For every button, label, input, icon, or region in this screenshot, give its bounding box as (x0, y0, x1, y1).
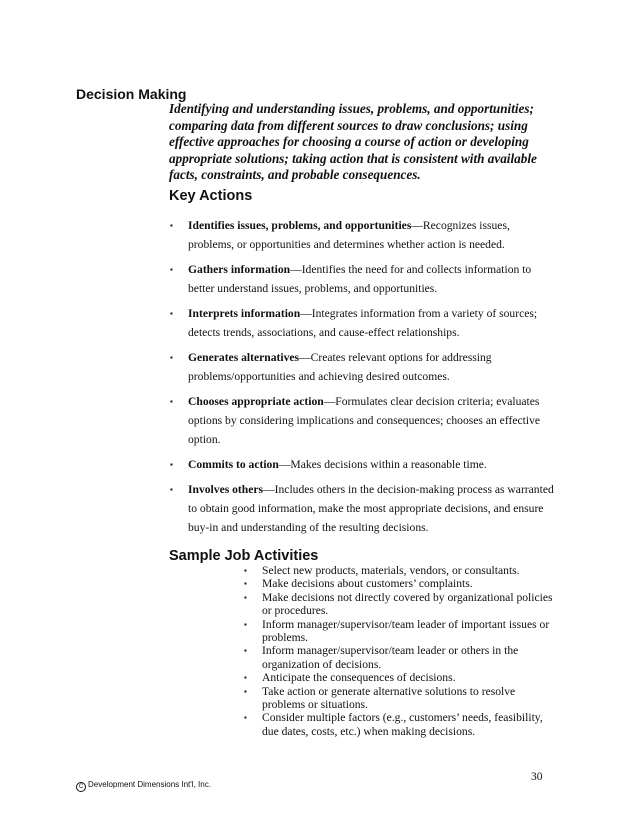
key-action-description: —Makes decisions within a reasonable time. (278, 458, 487, 471)
bullet-icon: ▪ (244, 686, 247, 696)
key-action-name: Commits to action (188, 458, 279, 471)
key-action-item (169, 304, 554, 342)
activity-text: Make decisions about customers’ complaints. (262, 577, 473, 591)
activity-text: Anticipate the consequences of decisions. (262, 671, 456, 685)
bullet-icon: ▪ (244, 646, 247, 656)
bullet-icon: ▪ (170, 265, 173, 274)
bullet-icon: ▪ (244, 713, 247, 723)
activity-text: Inform manager/supervisor/team leader of important issues or problems. (262, 617, 550, 645)
key-action-item (169, 392, 554, 449)
key-action-name: Identifies issues, problems, and opportunities (188, 219, 412, 232)
copyright-icon: C (76, 782, 86, 792)
key-action-description: —Formulates clear decision criteria; evaluates options by considering implications and consequences; chooses an effective option. (188, 395, 541, 446)
activity-item (244, 591, 554, 618)
activity-text: Select new products, materials, vendors, or consultants. (262, 564, 520, 577)
activity-text: Inform manager/supervisor/team leader or others in the organization of decisions. (262, 644, 519, 671)
bullet-icon: ▪ (244, 579, 247, 589)
activity-item (244, 711, 554, 738)
bullet-icon: ▪ (170, 397, 173, 406)
bullet-icon: ▪ (170, 221, 173, 230)
key-action-item (169, 480, 554, 537)
bullet-icon: ▪ (244, 619, 247, 629)
section-title: Decision Making (76, 86, 187, 102)
bullet-icon: ▪ (170, 309, 173, 318)
key-action-item (169, 260, 554, 298)
activity-item (244, 685, 554, 712)
activity-item (244, 577, 554, 590)
activity-item (244, 564, 554, 577)
key-action-item (169, 455, 554, 474)
copyright-text: Development Dimensions Int'l, Inc. (88, 780, 211, 789)
activity-text: Consider multiple factors (e.g., customers’ needs, feasibility, due dates, costs, etc.) when making decisions. (262, 711, 543, 738)
key-action-item (169, 348, 554, 386)
activity-item (244, 618, 554, 645)
bullet-icon: ▪ (170, 353, 173, 362)
key-action-name: Generates alternatives (188, 351, 300, 364)
key-action-description: —Recognizes issues, problems, or opportunities and determines whether action is needed. (188, 219, 510, 251)
key-action-name: Involves others (188, 483, 264, 496)
key-action-description: —Creates relevant options for addressing problems/opportunities and achieving desired outcomes. (188, 351, 492, 383)
key-actions-list (169, 216, 554, 537)
bullet-icon: ▪ (244, 592, 247, 602)
key-action-name: Chooses appropriate action (188, 395, 324, 408)
activity-text: Take action or generate alternative solutions to resolve problems or situations. (262, 684, 516, 712)
key-action-item (169, 216, 554, 254)
bullet-icon: ▪ (170, 460, 173, 469)
key-action-description: —Identifies the need for and collects information to better understand issues, problems, and opportunities. (188, 263, 532, 295)
page-number: 30 (531, 771, 543, 783)
key-action-description: —Integrates information from a variety of sources; detects trends, associations, and cause-effect relationships. (188, 307, 538, 339)
sample-activities-heading: Sample Job Activities (169, 548, 319, 564)
copyright-footer (76, 780, 211, 792)
sample-activities-list (244, 564, 554, 738)
activity-item (244, 671, 554, 684)
bullet-icon: ▪ (244, 673, 247, 683)
bullet-icon: ▪ (244, 566, 247, 575)
bullet-icon: ▪ (170, 485, 173, 494)
key-action-description: —Includes others in the decision-making process as warranted to obtain good information, make the most appropriate decisions, and ensure buy-in and understanding of the resulting decisions. (188, 483, 554, 534)
activity-text: Make decisions not directly covered by organizational policies or procedures. (262, 590, 553, 618)
competency-definition: Identifying and understanding issues, problems, and opportunities; comparing data from different sources to draw conclusions; using effective approaches for choosing a course of action or developing appropriate solutions; taking action that is consistent with available facts, constraints, and probable consequences. (169, 101, 537, 183)
key-action-name: Interprets information (188, 307, 301, 320)
key-action-name: Gathers information (188, 263, 291, 276)
activity-item (244, 644, 554, 671)
key-actions-heading: Key Actions (169, 188, 253, 204)
